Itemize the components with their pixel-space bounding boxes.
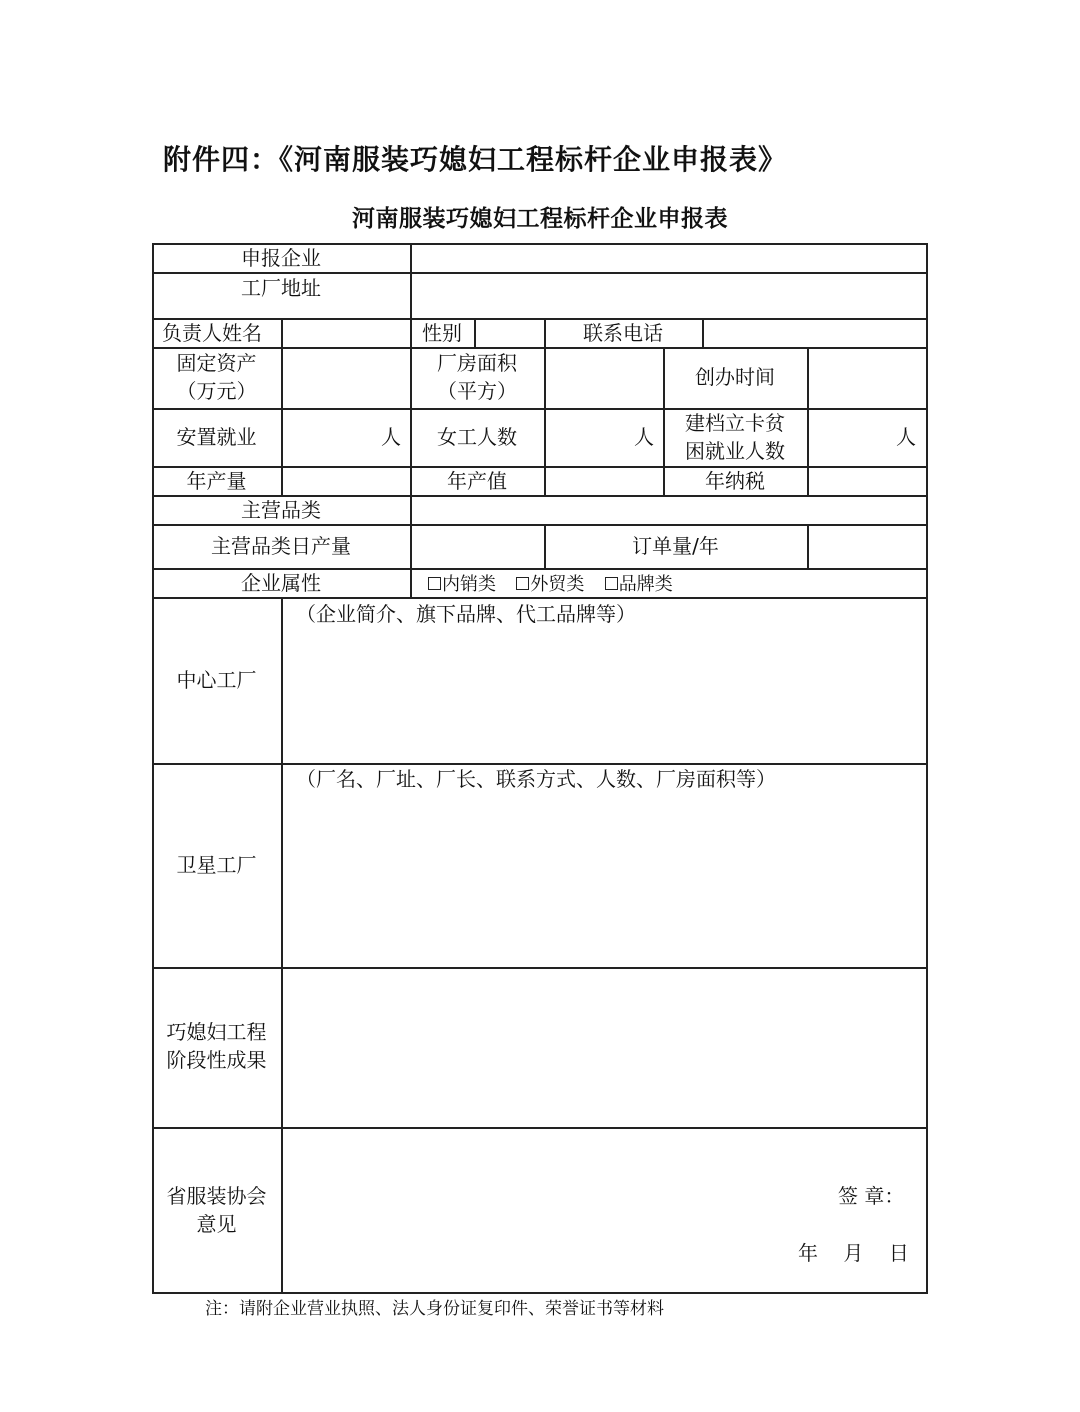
label-plant-area-unit: （平方） bbox=[437, 379, 517, 403]
grid-line bbox=[152, 318, 928, 320]
label-main-daily-output: 主营品类日产量 bbox=[211, 534, 351, 558]
label-association: 省服装协会 bbox=[166, 1184, 267, 1208]
attribute-options bbox=[428, 569, 687, 599]
grid-line bbox=[281, 597, 283, 1292]
label-poor-workers: 建档立卡贫 bbox=[685, 411, 785, 435]
grid-line bbox=[702, 318, 704, 347]
option-domestic[interactable] bbox=[428, 571, 496, 599]
label-poor-workers-2: 困就业人数 bbox=[685, 439, 785, 463]
label-plant-area: 厂房面积 bbox=[437, 351, 517, 375]
label-annual-tax: 年纳税 bbox=[705, 469, 765, 493]
label-association-2: 意见 bbox=[196, 1212, 237, 1236]
checkbox-icon[interactable] bbox=[516, 577, 529, 590]
grid-line bbox=[474, 318, 476, 347]
option-label: 内销类 bbox=[442, 574, 496, 595]
option-brand[interactable] bbox=[605, 571, 673, 599]
unit-person: 人 bbox=[381, 425, 401, 449]
label-principal-name: 负责人姓名 bbox=[162, 321, 262, 345]
label-annual-value: 年产值 bbox=[447, 469, 507, 493]
label-center-factory: 中心工厂 bbox=[176, 668, 257, 692]
table-title: 河南服装巧媳妇工程标杆企业申报表 bbox=[352, 206, 728, 232]
label-phone: 联系电话 bbox=[583, 321, 663, 345]
grid-line bbox=[152, 967, 928, 969]
label-achievement: 巧媳妇工程 bbox=[166, 1020, 267, 1044]
grid-line bbox=[152, 524, 928, 526]
label-fixed-assets-unit: （万元） bbox=[176, 379, 257, 403]
center-factory-hint: （企业简介、旗下品牌、代工品牌等） bbox=[296, 602, 636, 626]
label-orders: 订单量/年 bbox=[632, 534, 719, 558]
satellite-factory-hint: （厂名、厂址、厂长、联系方式、人数、厂房面积等） bbox=[296, 767, 776, 791]
option-foreign-trade[interactable] bbox=[516, 571, 584, 599]
label-satellite-factory: 卫星工厂 bbox=[176, 853, 257, 877]
label-main-category: 主营品类 bbox=[241, 498, 321, 522]
seal-label: 签 章： bbox=[838, 1184, 905, 1208]
grid-line bbox=[926, 243, 928, 1293]
grid-line bbox=[807, 347, 809, 495]
option-label: 外贸类 bbox=[530, 574, 585, 595]
label-employment: 安置就业 bbox=[176, 425, 257, 449]
grid-line bbox=[152, 1127, 928, 1129]
checkbox-icon[interactable] bbox=[605, 577, 618, 590]
date-label: 年 月 日 bbox=[798, 1241, 909, 1265]
label-attribute: 企业属性 bbox=[241, 571, 321, 595]
unit-person: 人 bbox=[634, 425, 654, 449]
label-gender: 性别 bbox=[422, 321, 462, 345]
label-applicant: 申报企业 bbox=[241, 246, 321, 270]
label-founded: 创办时间 bbox=[695, 365, 775, 389]
document-heading: 附件四：《河南服装巧媳妇工程标杆企业申报表》 bbox=[163, 143, 788, 176]
label-achievement-2: 阶段性成果 bbox=[166, 1048, 267, 1072]
grid-line bbox=[152, 408, 928, 410]
label-female-workers: 女工人数 bbox=[437, 425, 517, 449]
option-label: 品牌类 bbox=[618, 574, 673, 595]
footnote: 注：请附企业营业执照、法人身份证复印件、荣誉证书等材料 bbox=[205, 1299, 664, 1319]
checkbox-icon[interactable] bbox=[428, 577, 441, 590]
label-fixed-assets: 固定资产 bbox=[176, 351, 257, 375]
unit-person: 人 bbox=[896, 425, 916, 449]
label-annual-output: 年产量 bbox=[186, 469, 247, 493]
grid-line bbox=[807, 524, 809, 568]
label-factory-address: 工厂地址 bbox=[241, 276, 321, 300]
grid-line bbox=[410, 243, 412, 597]
grid-line bbox=[281, 318, 283, 495]
